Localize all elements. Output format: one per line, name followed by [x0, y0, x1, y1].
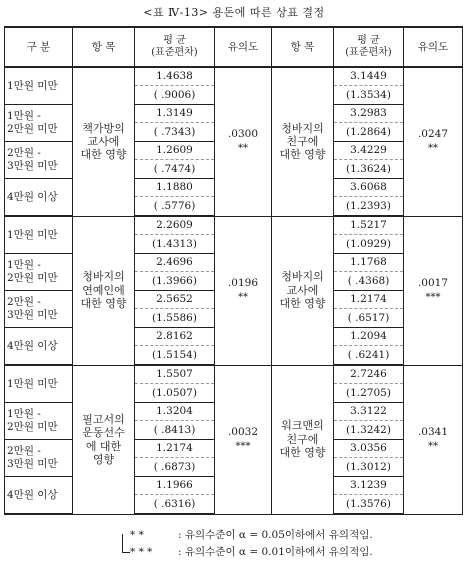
mean-value: 3.6068 [334, 179, 403, 197]
sd-value: (1.2393) [346, 200, 391, 212]
header-row [5, 27, 463, 67]
mean-value: 1.1880 [135, 179, 214, 197]
sd-value: ( .7343) [153, 126, 196, 138]
footnote-line-2 [130, 544, 373, 561]
footnote-text-1: : 유의수준이 α = 0.05이하에서 유의적임. [178, 529, 373, 541]
sd-value: (1.0507) [152, 387, 197, 399]
mean-value: 1.2174 [334, 291, 403, 309]
header-item-left: 항 목 [73, 27, 135, 67]
mean-value: 2.8162 [135, 328, 214, 346]
sd-value: (1.3624) [346, 163, 391, 175]
significance-value: .0032 [227, 426, 259, 438]
mean-value: 2.4696 [135, 254, 214, 272]
mean-value: 3.1239 [334, 477, 403, 495]
footnote-key-1: * * [130, 529, 144, 541]
mean-sd-cell [334, 328, 404, 366]
sd-value: ( .6517) [347, 312, 390, 324]
row-category: 2만원 - 3만원 미만 [5, 440, 73, 477]
mean-value: 1.2609 [135, 142, 214, 160]
mean-sd-cell [334, 179, 404, 217]
significance-stars: ** [238, 143, 248, 155]
mean-sd-cell [135, 477, 215, 515]
mean-value: 1.1966 [135, 477, 214, 495]
significance-value: .0341 [417, 426, 449, 438]
sd-value: ( .9006) [153, 89, 196, 101]
significance-left [215, 67, 272, 216]
mean-value: 1.4638 [135, 68, 214, 86]
mean-sd-cell [334, 440, 404, 477]
mean-value: 3.2983 [334, 105, 403, 123]
header-mean-right: 평 균 (표준편차) [334, 27, 404, 67]
significance-stars: ** [428, 143, 438, 155]
significance-right [404, 216, 463, 365]
sd-value: (1.3242) [346, 424, 391, 436]
row-category: 1만원 미만 [5, 365, 73, 403]
item-label-right: 워크맨의 친구에 대한 영향 [272, 365, 334, 514]
mean-sd-cell [135, 67, 215, 105]
item-label-left: 필고서의 운동선수 에 대한 영향 [73, 365, 135, 514]
sd-value: ( .5776) [153, 200, 196, 212]
item-label-left: 책가방의 교사에 대한 영향 [73, 67, 135, 216]
sd-value: ( .7474) [153, 163, 196, 175]
significance-left [215, 216, 272, 365]
sd-value: (1.0929) [346, 238, 391, 250]
mean-value: 1.5217 [334, 217, 403, 235]
mean-value: 3.4229 [334, 142, 403, 160]
row-category: 2만원 - 3만원 미만 [5, 291, 73, 328]
mean-sd-cell [135, 440, 215, 477]
mean-value: 1.3149 [135, 105, 214, 123]
sd-value: ( .6241) [347, 349, 390, 361]
mean-sd-cell [135, 254, 215, 291]
significance-right [404, 365, 463, 514]
item-label-right: 청바지의 친구에 대한 영향 [272, 67, 334, 216]
item-label-right: 청바지의 교사에 대한 영향 [272, 216, 334, 365]
mean-sd-cell [334, 365, 404, 403]
row-category: 1만원 미만 [5, 216, 73, 254]
sd-value: ( .4368) [347, 275, 390, 287]
sd-value: (1.2705) [346, 387, 391, 399]
header-sig-left: 유의도 [215, 27, 272, 67]
mean-sd-cell [334, 291, 404, 328]
significance-stars: *** [425, 291, 441, 303]
table-row [5, 67, 463, 105]
mean-sd-cell [334, 254, 404, 291]
mean-value: 1.5507 [135, 366, 214, 384]
mean-sd-cell [334, 142, 404, 179]
sd-value: (1.5154) [152, 349, 197, 361]
significance-value: .0247 [417, 128, 449, 141]
mean-value: 2.2609 [135, 217, 214, 235]
significance-stars: *** [235, 440, 251, 452]
mean-sd-cell [135, 365, 215, 403]
sd-value: ( .6316) [153, 498, 196, 510]
header-group: 구 분 [5, 27, 73, 67]
sd-value: (1.3966) [152, 275, 197, 287]
sd-value: (1.3534) [346, 89, 391, 101]
row-category: 2만원 - 3만원 미만 [5, 142, 73, 179]
mean-sd-cell [135, 142, 215, 179]
significance-stars: ** [238, 291, 248, 303]
mean-value: 2.5652 [135, 291, 214, 309]
mean-sd-cell [135, 105, 215, 142]
sd-value: (1.3576) [346, 498, 391, 510]
mean-sd-cell [135, 179, 215, 217]
mean-value: 3.1449 [334, 68, 403, 86]
significance-right [404, 67, 463, 216]
row-category: 1만원 - 2만원 미만 [5, 254, 73, 291]
mean-sd-cell [135, 216, 215, 254]
mean-sd-cell [334, 477, 404, 515]
table-row [5, 216, 463, 254]
significance-left [215, 365, 272, 514]
row-category: 4만원 이상 [5, 179, 73, 217]
footnote-text-2: : 유의수준이 α = 0.01이하에서 유의적임. [178, 546, 373, 558]
page-title: <표 Ⅳ-13> 용돈에 따른 상표 결정 [143, 6, 325, 19]
mean-sd-cell [334, 67, 404, 105]
mean-sd-cell [135, 403, 215, 440]
significance-value: .0196 [227, 277, 259, 289]
sd-value: (1.2864) [346, 126, 391, 138]
sd-value: ( .8413) [153, 424, 196, 436]
mean-sd-cell [334, 403, 404, 440]
header-sig-right: 유의도 [404, 27, 463, 67]
mean-value: 1.2094 [334, 328, 403, 346]
row-category: 4만원 이상 [5, 477, 73, 515]
mean-value: 1.3204 [135, 403, 214, 421]
row-category: 4만원 이상 [5, 328, 73, 366]
data-table [4, 26, 463, 515]
mean-sd-cell [334, 216, 404, 254]
footnote-line-1 [130, 527, 373, 544]
row-category: 1만원 - 2만원 미만 [5, 403, 73, 440]
significance-stars: ** [428, 440, 438, 452]
row-category: 1만원 - 2만원 미만 [5, 105, 73, 142]
footnote [130, 527, 373, 561]
table-row [5, 365, 463, 403]
significance-value: .0017 [417, 277, 449, 289]
mean-sd-cell [135, 291, 215, 328]
sd-value: (1.3012) [346, 461, 391, 473]
row-category: 1만원 미만 [5, 67, 73, 105]
sd-value: (1.5586) [152, 312, 197, 324]
significance-value: .0300 [227, 128, 259, 141]
footnote-key-2: * * * [130, 546, 153, 558]
mean-sd-cell [334, 105, 404, 142]
footnote-bracket [122, 534, 130, 553]
mean-value: 1.1768 [334, 254, 403, 272]
mean-sd-cell [135, 328, 215, 366]
sd-value: ( .6873) [153, 461, 196, 473]
header-item-right: 항 목 [272, 27, 334, 67]
mean-value: 3.0356 [334, 440, 403, 458]
table-body [5, 67, 463, 514]
mean-value: 3.3122 [334, 403, 403, 421]
sd-value: (1.4313) [152, 238, 197, 250]
item-label-left: 청바지의 연예인에 대한 영향 [73, 216, 135, 365]
header-mean-left: 평 균 (표준편차) [135, 27, 215, 67]
mean-value: 2.7246 [334, 366, 403, 384]
mean-value: 1.2174 [135, 440, 214, 458]
